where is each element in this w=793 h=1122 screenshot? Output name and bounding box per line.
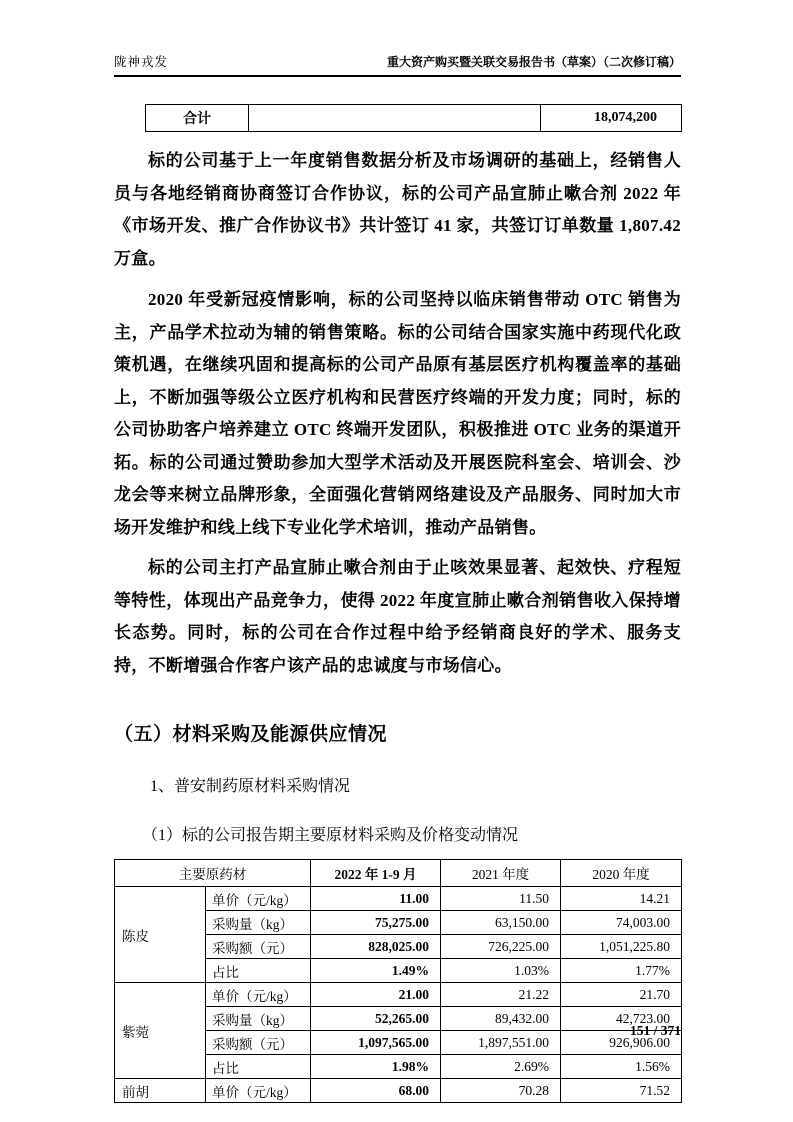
column-header-2021: 2021 年度 <box>441 860 561 887</box>
value-2020: 74,003.00 <box>561 911 682 935</box>
paragraph: 2020 年受新冠疫情影响，标的公司坚持以临床销售带动 OTC 销售为主，产品学术拉动为辅的销售策略。标的公司结合国家实施中药现代化政策机遇，在继续巩固和提高标的公司产品原有基层医疗机构覆盖率的基础上，不断加强等级公立医疗机构和民营医疗终端的开发力度；同时，标的公司协助客户培养建立 OTC 终端开发团队，积极推进 OTC 业务的渠道开拓。标的公司通过赞助参加大型学术活动及开展医院科室会、培训会、沙龙会等来树立品牌形象，全面强化营销网络建设及产品服务、同时加大市场开发维护和线上线下专业化学术培训，推动产品销售。 <box>114 290 681 537</box>
value-2022: 828,025.00 <box>311 935 441 959</box>
value-2021: 2.69% <box>441 1055 561 1079</box>
value-2020: 71.52 <box>561 1079 682 1103</box>
value-2021: 1,897,551.00 <box>441 1031 561 1055</box>
subsection-heading-2: （1）标的公司报告期主要原材料采购及价格变动情况 <box>142 827 519 844</box>
page-content <box>114 0 681 1103</box>
subsection-heading-1: 1、普安制药原材料采购情况 <box>150 778 351 795</box>
column-header-2022: 2022 年 1-9 月 <box>311 860 441 887</box>
page-number: 151 / 371 <box>629 1023 681 1038</box>
value-2021: 89,432.00 <box>441 1007 561 1031</box>
value-2022: 52,265.00 <box>311 1007 441 1031</box>
value-2021: 1.03% <box>441 959 561 983</box>
material-group-name: 陈皮 <box>115 887 206 983</box>
metric-label: 采购量（kg） <box>206 911 311 935</box>
value-2020: 14.21 <box>561 887 682 911</box>
header-document-title: 重大资产购买暨关联交易报告书（草案）（二次修订稿） <box>386 55 681 69</box>
section-heading: （五）材料采购及能源供应情况 <box>114 724 388 745</box>
metric-label: 单价（元/kg） <box>206 887 311 911</box>
summary-total-table <box>145 104 682 132</box>
metric-label: 单价（元/kg） <box>206 983 311 1007</box>
body-paragraphs <box>114 145 681 682</box>
value-2021: 63,150.00 <box>441 911 561 935</box>
column-header-material: 主要原药材 <box>115 860 311 887</box>
metric-label: 采购额（元） <box>206 935 311 959</box>
metric-label: 采购量（kg） <box>206 1007 311 1031</box>
metric-label: 单价（元/kg） <box>206 1079 311 1103</box>
value-2022: 75,275.00 <box>311 911 441 935</box>
paragraph: 标的公司主打产品宣肺止嗽合剂由于止咳效果显著、起效快、疗程短等特性，体现出产品竞争力，使得 2022 年度宣肺止嗽合剂销售收入保持增长态势。同时，标的公司在合作过程中给予经销商良好的学术、服务支持，不断增强合作客户该产品的忠诚度与市场信心。 <box>114 558 681 675</box>
document-header <box>114 0 681 77</box>
table-row <box>115 887 682 911</box>
value-2022: 11.00 <box>311 887 441 911</box>
materials-table <box>114 859 682 1103</box>
table-row <box>115 1079 682 1103</box>
value-2020: 21.70 <box>561 983 682 1007</box>
total-value-cell: 18,074,200 <box>541 105 682 132</box>
header-company-name: 陇神戎发 <box>114 55 169 69</box>
total-empty-cell <box>249 105 541 132</box>
value-2020: 42,723.00 <box>561 1007 682 1031</box>
value-2021: 11.50 <box>441 887 561 911</box>
value-2020: 1.56% <box>561 1055 682 1079</box>
column-header-2020: 2020 年度 <box>561 860 682 887</box>
value-2021: 21.22 <box>441 983 561 1007</box>
value-2022: 1.49% <box>311 959 441 983</box>
metric-label: 占比 <box>206 1055 311 1079</box>
material-group-name: 紫菀 <box>115 983 206 1079</box>
total-label-cell: 合计 <box>146 105 249 132</box>
value-2022: 21.00 <box>311 983 441 1007</box>
value-2020: 1,051,225.80 <box>561 935 682 959</box>
table-row <box>146 105 682 132</box>
value-2020: 926,906.00 <box>561 1031 682 1055</box>
value-2022: 1,097,565.00 <box>311 1031 441 1055</box>
material-group-name: 前胡 <box>115 1079 206 1103</box>
metric-label: 占比 <box>206 959 311 983</box>
paragraph: 标的公司基于上一年度销售数据分析及市场调研的基础上，经销售人员与各地经销商协商签订合作协议，标的公司产品宣肺止嗽合剂 2022 年《市场开发、推广合作协议书》共计签订 41 家，共签订订单数量 1,807.42 万盒。 <box>114 151 681 268</box>
table-row <box>115 983 682 1007</box>
metric-label: 采购额（元） <box>206 1031 311 1055</box>
value-2022: 68.00 <box>311 1079 441 1103</box>
table-header-row <box>115 860 682 887</box>
value-2022: 1.98% <box>311 1055 441 1079</box>
value-2020: 1.77% <box>561 959 682 983</box>
value-2021: 726,225.00 <box>441 935 561 959</box>
value-2021: 70.28 <box>441 1079 561 1103</box>
